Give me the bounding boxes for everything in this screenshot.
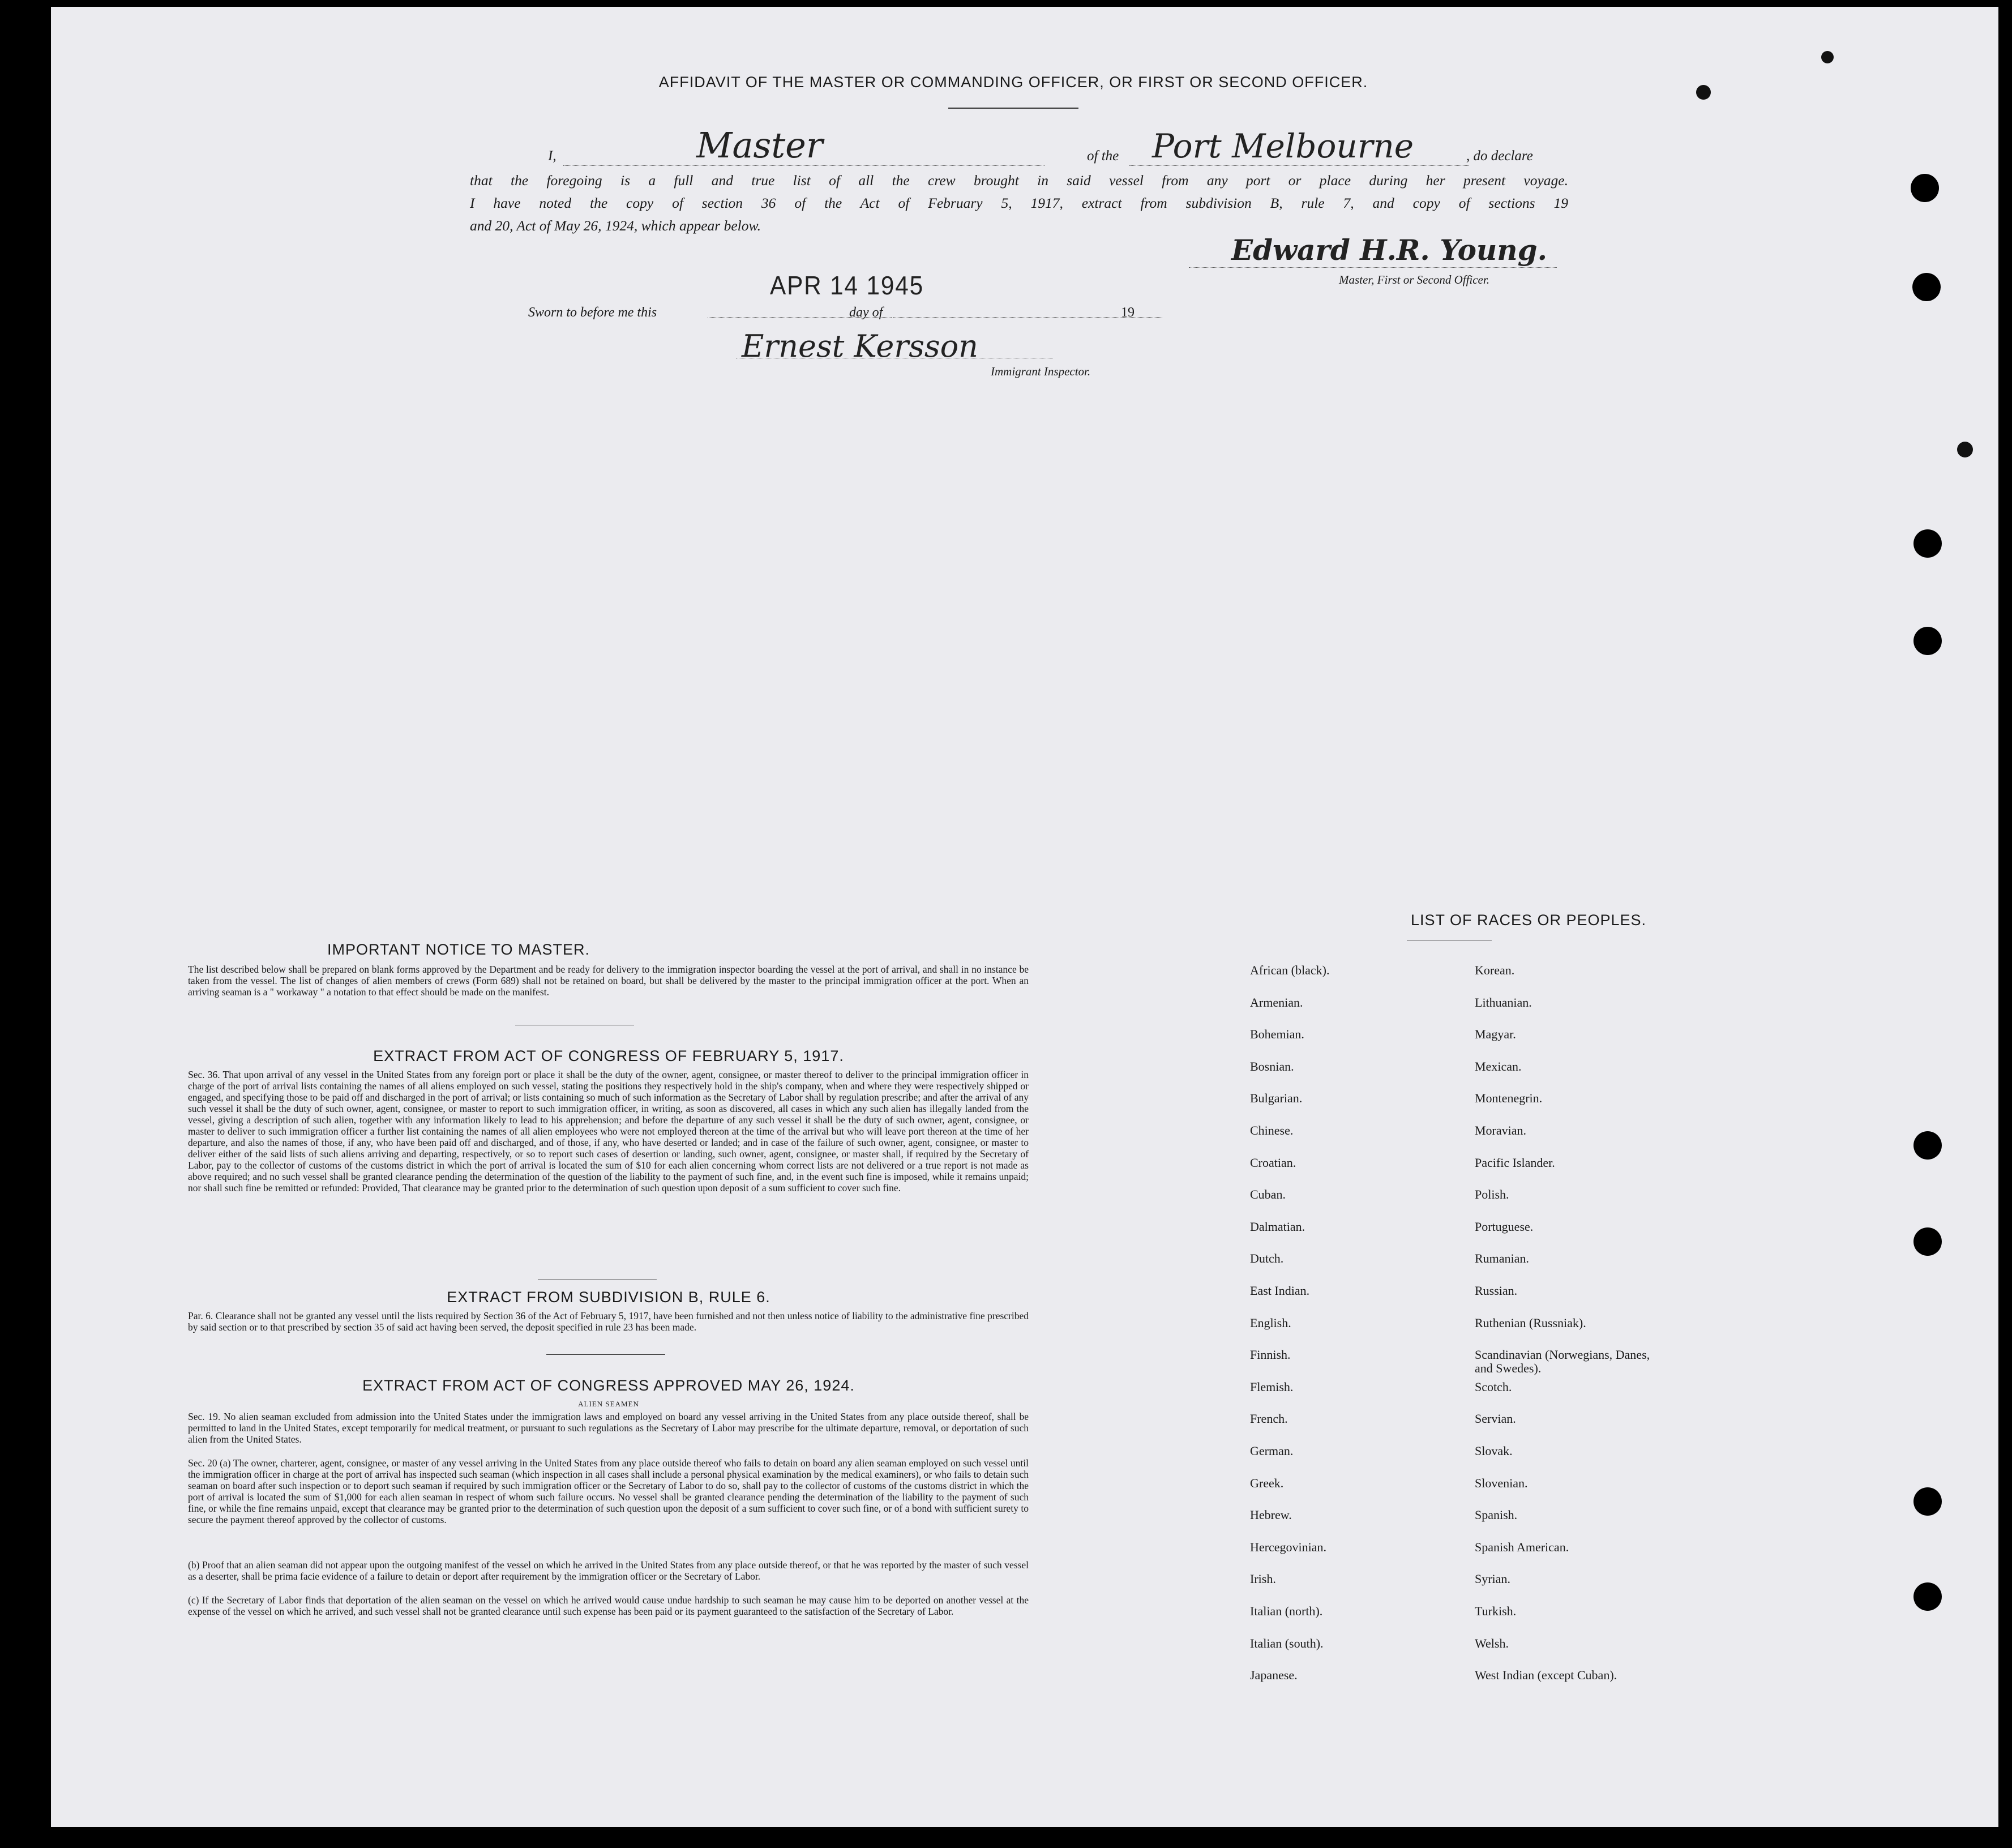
- race-item: East Indian.: [1250, 1284, 1310, 1298]
- race-item: German.: [1250, 1444, 1294, 1458]
- race-item: Armenian.: [1250, 995, 1303, 1009]
- race-item: English.: [1250, 1315, 1291, 1330]
- race-item: Irish.: [1250, 1572, 1276, 1586]
- race-item: Flemish.: [1250, 1379, 1294, 1394]
- race-item: Lithuanian.: [1475, 995, 1532, 1009]
- vessel-fill-line: [1129, 165, 1469, 166]
- rule-6-title: EXTRACT FROM SUBDIVISION B, RULE 6.: [447, 1289, 770, 1306]
- binder-hole: [1912, 273, 1941, 301]
- alien-seamen-subtitle: ALIEN SEAMEN: [578, 1400, 639, 1408]
- race-item: Servian.: [1475, 1411, 1516, 1426]
- sec-20b-text: (b) Proof that an alien seaman did not appear upon the outgoing manifest of the vessel on which he arrived in the United States from any place outside thereof, or that he was reported by the master of such vessel as a deserter, shall be prima facie evidence of a failure to detain or deport after requirement by the immigration officer or the Secretary of Labor.: [188, 1559, 1029, 1582]
- notice-text: The list described below shall be prepared on blank forms approved by the Department and be ready for delivery to the immigration inspector boarding the vessel at the port of arrival, and shall in no instance be taken from the vessel. The list of changes of alien members of crews (Form 689) shall not be retained on board, but shall be delivered by the master to the principal immigration officer at the port. When an arriving seaman is a " workaway " a notation to that effect should be made on the manifest.: [188, 964, 1029, 998]
- race-item: Scandinavian (Norwegians, Danes, and Swedes).: [1475, 1348, 1650, 1376]
- race-item: Syrian.: [1475, 1572, 1510, 1586]
- declaration-i: I,: [548, 148, 556, 164]
- officer-sign-line: [1189, 267, 1557, 268]
- sworn-year: 19: [1121, 305, 1135, 320]
- speck: [1821, 51, 1834, 63]
- race-item: Welsh.: [1475, 1636, 1509, 1650]
- date-stamp: APR 14 1945: [770, 271, 924, 300]
- race-item: Magyar.: [1475, 1027, 1516, 1042]
- inspector-caption: Immigrant Inspector.: [991, 365, 1091, 378]
- race-item: Mexican.: [1475, 1059, 1522, 1073]
- vessel-name-handwriting: Port Melbourne: [1152, 127, 1414, 165]
- declaration-line-3: I have noted the copy of section 36 of the Act of February 5, 1917, extract from subdivision B, rule 7, and copy of sections 19: [470, 195, 1568, 211]
- race-item: Dalmatian.: [1250, 1219, 1305, 1234]
- binder-hole: [1913, 1487, 1942, 1516]
- race-item: Croatian.: [1250, 1155, 1296, 1170]
- race-item: Finnish.: [1250, 1348, 1291, 1362]
- race-item: Polish.: [1475, 1187, 1509, 1202]
- races-title: LIST OF RACES OR PEOPLES.: [1410, 912, 1647, 929]
- race-item: Hebrew.: [1250, 1508, 1292, 1522]
- officer-signature: Edward H.R. Young.: [1231, 233, 1548, 267]
- sec-20a-text: Sec. 20 (a) The owner, charterer, agent, consignee, or master of any vessel arriving in the United States from any place outside thereof who fails to detain on board any alien seaman employed on such vessel until the immigration officer in charge at the port of arrival has inspected such seaman (which inspection in all cases shall include a personal physical examination by the medical examiners), or who fails to detain such seaman on board after such inspection or to deport such seaman if required by such immigration officer or the Secretary of Labor to do so, shall pay to the collector of customs of the customs district in which the port of arrival is located the sum of $1,000 for each alien seaman in respect of whom such failure occurs. No vessel shall be granted clearance pending the determination of the liability to the payment of such fine, or while the fine remains unpaid, except that clearance may be granted prior to the determination of such question upon the deposit of a sum sufficient to cover such fine, or of a bond with sufficient surety to secure the payment thereof approved by the collector of customs.: [188, 1457, 1029, 1525]
- officer-caption: Master, First or Second Officer.: [1339, 273, 1489, 286]
- race-item: Turkish.: [1475, 1604, 1517, 1618]
- race-item: Hercegovinian.: [1250, 1539, 1326, 1554]
- declaration-line-2: that the foregoing is a full and true list of all the crew brought in said vessel from any port or place during her present voyage.: [470, 172, 1568, 189]
- race-item: Italian (south).: [1250, 1636, 1324, 1650]
- master-handwriting: Master: [696, 125, 823, 166]
- race-item: Bosnian.: [1250, 1059, 1294, 1073]
- declaration-line-4: and 20, Act of May 26, 1924, which appear below.: [470, 217, 761, 234]
- speck: [1957, 442, 1973, 457]
- race-item: Scotch.: [1475, 1379, 1512, 1394]
- race-item: African (black).: [1250, 963, 1330, 977]
- race-item: Moravian.: [1475, 1123, 1527, 1137]
- sworn-day-of: day of: [849, 305, 883, 320]
- extract-1917-title: EXTRACT FROM ACT OF CONGRESS OF FEBRUARY 5, 1917.: [373, 1047, 844, 1064]
- notice-title: IMPORTANT NOTICE TO MASTER.: [327, 941, 590, 958]
- rule-6-divider: [546, 1354, 665, 1355]
- race-item: Slovenian.: [1475, 1475, 1528, 1490]
- declaration-of-the: of the: [1087, 148, 1119, 164]
- race-item: Greek.: [1250, 1475, 1284, 1490]
- race-item: Pacific Islander.: [1475, 1155, 1555, 1170]
- sec-20c-text: (c) If the Secretary of Labor finds that deportation of the alien seaman on the vessel on which he arrived would cause undue hardship to such seaman he may cause him to be deported on another vessel at the expense of the vessel on which he arrived, and such vessel shall not be granted clearance until such expense has been paid or its payment guaranteed to the satisfaction of the Secretary of Labor.: [188, 1594, 1029, 1617]
- race-item: Slovak.: [1475, 1444, 1513, 1458]
- race-item: Spanish.: [1475, 1508, 1518, 1522]
- sworn-prefix: Sworn to before me this: [528, 305, 657, 320]
- binder-hole: [1913, 627, 1942, 655]
- document-page: [51, 7, 1998, 1827]
- race-item: Spanish American.: [1475, 1539, 1569, 1554]
- race-item: Korean.: [1475, 963, 1515, 977]
- race-item: Russian.: [1475, 1284, 1518, 1298]
- race-item: West Indian (except Cuban).: [1475, 1668, 1617, 1683]
- speck: [1696, 85, 1711, 100]
- race-item: Ruthenian (Russniak).: [1475, 1315, 1586, 1330]
- binder-hole: [1913, 1131, 1942, 1160]
- binder-hole: [1913, 1227, 1942, 1256]
- affidavit-title: AFFIDAVIT OF THE MASTER OR COMMANDING OFFICER, OR FIRST OR SECOND OFFICER.: [658, 74, 1368, 91]
- binder-hole: [1913, 529, 1942, 558]
- rule-6-text: Par. 6. Clearance shall not be granted any vessel until the lists required by Section 36 of the Act of February 5, 1917, have been furnished and not then unless notice of liability to the administrative fine prescribed by said section or to that prescribed by section 35 of said act having been served, the deposit specified in rule 23 has been made.: [188, 1310, 1029, 1333]
- race-item: Rumanian.: [1475, 1251, 1529, 1266]
- race-item: Italian (north).: [1250, 1604, 1323, 1618]
- race-item: Bulgarian.: [1250, 1091, 1303, 1106]
- extract-1924-title: EXTRACT FROM ACT OF CONGRESS APPROVED MAY 26, 1924.: [362, 1377, 855, 1394]
- race-item: Dutch.: [1250, 1251, 1284, 1266]
- title-divider: [948, 108, 1078, 109]
- declaration-declare: , do declare: [1466, 148, 1533, 164]
- sec-19-text: Sec. 19. No alien seaman excluded from admission into the United States under the immigration laws and employed on board any vessel arriving in the United States from any place outside thereof, shall be permitted to land in the United States, except temporarily for medical treatment, or pursuant to such regulations as the Secretary of Labor may prescribe for the ultimate departure, removal, or deportation of such alien from the United States.: [188, 1411, 1029, 1445]
- extract-1917-text: Sec. 36. That upon arrival of any vessel in the United States from any foreign port or place it shall be the duty of the owner, agent, consignee, or master thereof to deliver to the principal immigration officer in charge of the port of arrival lists containing the names of all aliens employed on such vessel, stating the positions they respectively hold in the ship's company, when and where they were respectively shipped or engaged, and specifying those to be paid off and discharged in the port of arrival; or lists containing so much of such information as the Secretary of Labor shall by regulation prescribe; and after the arrival of any such vessel it shall be the duty of such owner, agent, consignee, or master to report to such immigration officer, in writing, as soon as discovered, all cases in which any such alien has illegally landed from the vessel, giving a description of such alien, together with any information likely to lead to his apprehension; and before the departure of any such vessel it shall be the duty of such owner, agent, consignee, or master to deliver to such immigration officer a further list containing the names of all alien employees who were not employed thereon at the time of the arrival but who will leave port thereon at the time of her departure, and also the names of those, if any, who have been paid off and discharged, and of those, if any, who have deserted or landed; and in case of the failure of such owner, agent, consignee, or master to deliver either of the said lists of such aliens arriving and departing, respectively, or so to report such cases of desertion or landing, such owner, agent, consignee, or master shall, if required by the Secretary of Labor, pay to the collector of customs of the customs district in which the port of arrival is located the sum of $10 for each alien concerning whom correct lists are not delivered or a true report is not made as above required; and no such vessel shall be granted clearance pending the determination of the question of the liability to the payment of such fine, and, in the event such fine is imposed, while it remains unpaid; nor shall such fine be remitted or refunded: Provided, That clearance may be granted prior to the determination of such question upon deposit of a sum sufficient to cover such fine.: [188, 1069, 1029, 1194]
- race-item: Japanese.: [1250, 1668, 1298, 1683]
- race-item: Chinese.: [1250, 1123, 1294, 1137]
- binder-hole: [1911, 174, 1939, 202]
- race-item: Montenegrin.: [1475, 1091, 1543, 1106]
- race-item: Bohemian.: [1250, 1027, 1304, 1042]
- race-item: Portuguese.: [1475, 1219, 1534, 1234]
- binder-hole: [1913, 1582, 1942, 1611]
- race-item: French.: [1250, 1411, 1288, 1426]
- inspector-signature: Ernest Kersson: [742, 328, 978, 364]
- race-item: Cuban.: [1250, 1187, 1286, 1202]
